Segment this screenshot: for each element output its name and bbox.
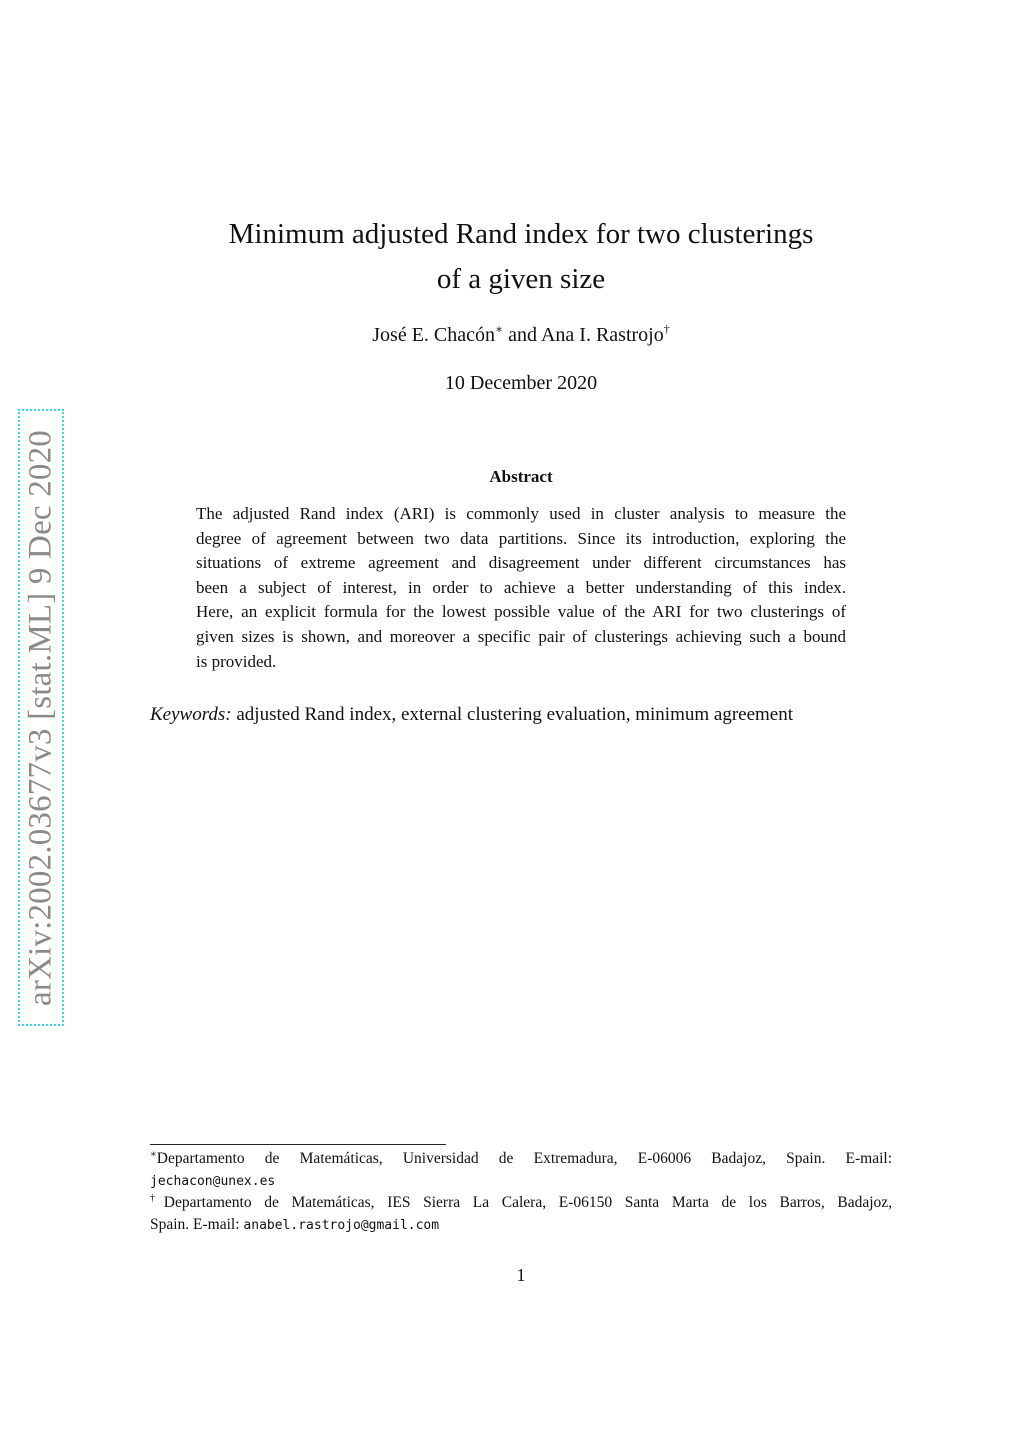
paper-title [150, 212, 892, 302]
footnote-mark[interactable]: † [663, 322, 670, 336]
abstract-line: degree of agreement between two data partitions. Since its introduction, exploring the [196, 528, 846, 548]
footnote-1 [150, 1148, 892, 1170]
publication-date: 10 December 2020 [444, 372, 598, 394]
keywords-text: adjusted Rand index, external clustering evaluation, minimum agreement [236, 704, 794, 725]
title-line-1: Minimum adjusted Rand index for two clusterings [228, 218, 814, 250]
arxiv-identifier[interactable]: arXiv:2002.03677v3 [stat.ML] 9 Dec 2020 [22, 429, 59, 1006]
footnote-2-continuation: Spain. E-mail: [150, 1216, 244, 1233]
abstract-body [196, 502, 846, 674]
page-number: 1 [516, 1265, 526, 1285]
author-name: Ana I. Rastrojo [540, 324, 664, 346]
keywords-label: Keywords: [150, 704, 232, 725]
abstract-line: is provided. [196, 651, 277, 671]
footnote-mark: † [150, 1193, 164, 1204]
arxiv-side-stamp[interactable] [18, 409, 64, 1026]
footnote-1-email-line [150, 1170, 892, 1192]
abstract-line: given sizes is shown, and moreover a specific pair of clusterings achieving such a bound [196, 626, 846, 646]
footnotes [150, 1148, 892, 1236]
footnote-2 [150, 1192, 892, 1214]
keywords [150, 702, 850, 728]
footnote-2-text: Departamento de Matemáticas, IES Sierra La Calera, E-06150 Santa Marta de los Barros, Badajoz, [163, 1194, 893, 1211]
footnote-1-text: Departamento de Matemáticas, Universidad de Extremadura, E-06006 Badajoz, Spain. E-mail: [156, 1150, 892, 1167]
footnote-2-email-line [150, 1214, 892, 1236]
abstract-line: Here, an explicit formula for the lowest possible value of the ARI for two clusterings of [196, 602, 846, 622]
abstract-line: been a subject of interest, in order to achieve a better understanding of this index. [196, 577, 846, 597]
email-link[interactable]: anabel.rastrojo@gmail.com [243, 1218, 440, 1233]
author-name: José E. Chacón [372, 324, 496, 346]
abstract-line: situations of extreme agreement and disagreement under different circumstances has [196, 553, 846, 573]
author-conjunction: and [508, 324, 538, 346]
footnote-mark[interactable]: ∗ [495, 322, 504, 336]
abstract-line: The adjusted Rand index (ARI) is commonly used in cluster analysis to measure the [196, 504, 846, 523]
author-list [150, 322, 892, 348]
footnote-divider [150, 1144, 446, 1145]
abstract-heading: Abstract [489, 467, 553, 486]
footnote-mark: ∗ [150, 1149, 157, 1160]
title-line-2: of a given size [436, 263, 606, 295]
email-link[interactable]: jechacon@unex.es [150, 1174, 276, 1189]
